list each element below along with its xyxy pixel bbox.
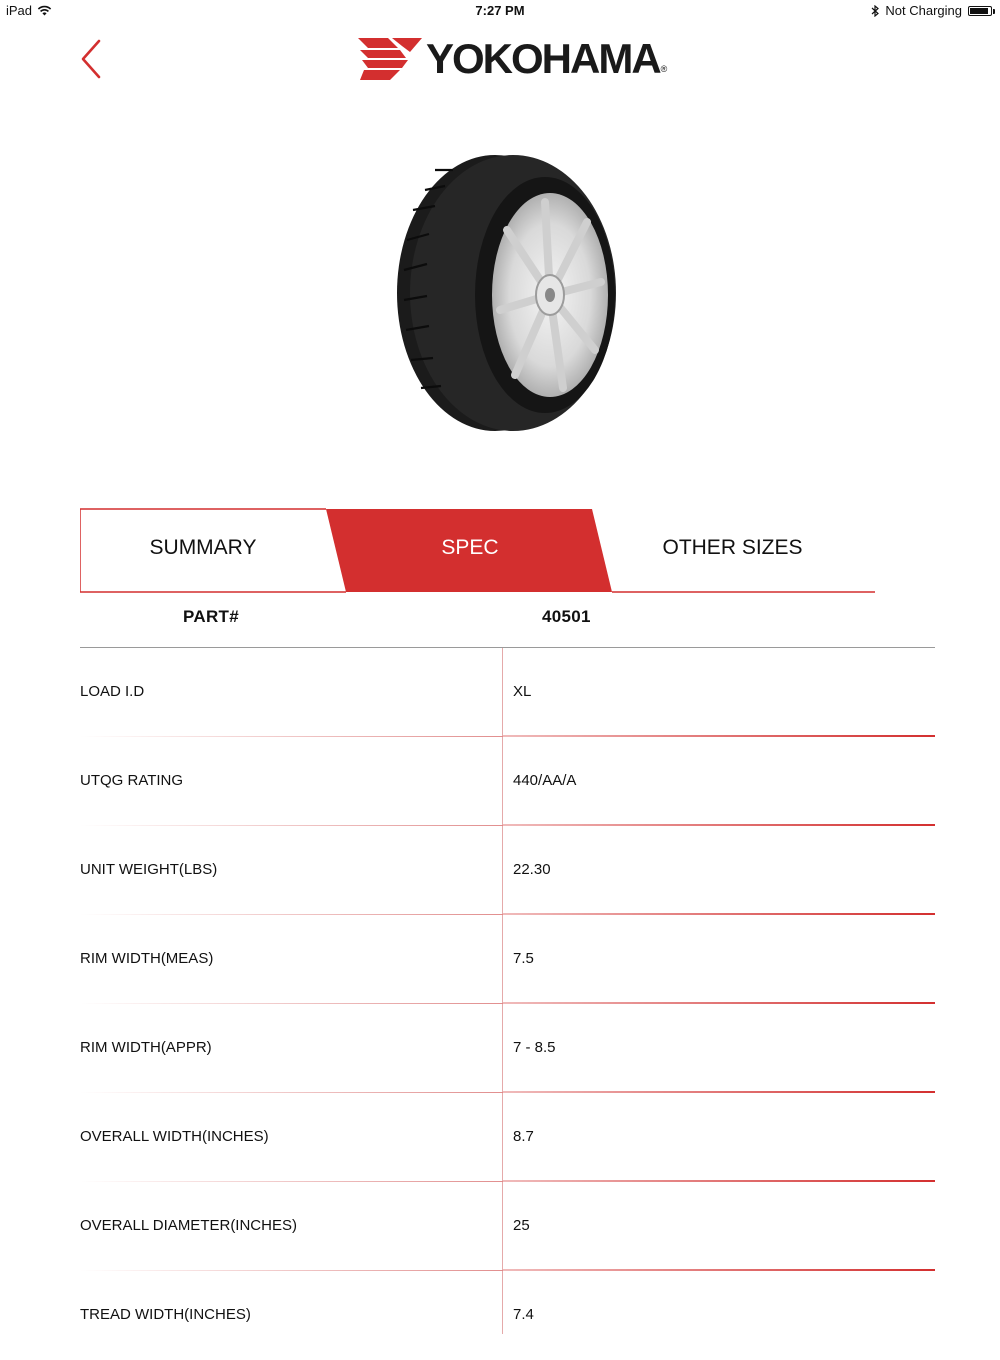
table-row <box>80 1004 935 1093</box>
yokohama-logo-icon <box>358 36 422 82</box>
spec-label: RIM WIDTH(APPR) <box>80 1039 212 1056</box>
status-time: 7:27 PM <box>475 3 525 18</box>
spec-value: 440/AA/A <box>513 772 577 789</box>
spec-value: 7.5 <box>513 950 534 967</box>
spec-value: 22.30 <box>513 861 551 878</box>
bluetooth-icon <box>871 5 879 17</box>
spec-label: UNIT WEIGHT(LBS) <box>80 861 218 878</box>
spec-value: 7 - 8.5 <box>513 1039 556 1056</box>
spec-label: OVERALL WIDTH(INCHES) <box>80 1128 269 1145</box>
spec-label: LOAD I.D <box>80 683 145 700</box>
part-number-row <box>80 593 935 648</box>
part-number-label: PART# <box>183 607 239 626</box>
brand-registered-mark: ® <box>660 64 668 74</box>
tab-bar <box>80 508 875 593</box>
tab-spec[interactable]: SPEC <box>441 536 499 559</box>
spec-value: 7.4 <box>513 1306 534 1323</box>
device-name: iPad <box>6 3 33 18</box>
chevron-left-icon <box>78 38 112 82</box>
tab-other-sizes[interactable]: OTHER SIZES <box>662 536 803 559</box>
spec-label: OVERALL DIAMETER(INCHES) <box>80 1217 297 1234</box>
spec-label: TREAD WIDTH(INCHES) <box>80 1306 251 1323</box>
table-row <box>80 737 935 826</box>
spec-value: XL <box>513 683 532 700</box>
table-row <box>80 915 935 1004</box>
spec-table <box>80 648 935 1334</box>
table-row <box>80 1093 935 1182</box>
tab-summary[interactable]: SUMMARY <box>149 536 257 559</box>
table-row <box>80 1182 935 1271</box>
table-row <box>80 826 935 915</box>
spec-value: 8.7 <box>513 1128 534 1145</box>
charging-status: Not Charging <box>885 3 962 18</box>
brand-name: YOKOHAMA <box>426 35 660 82</box>
battery-icon <box>968 6 992 16</box>
tire-image <box>395 150 625 440</box>
status-bar <box>0 0 1000 22</box>
spec-label: UTQG RATING <box>80 772 184 789</box>
table-row <box>80 1271 935 1360</box>
brand-logo <box>358 36 667 82</box>
spec-label: RIM WIDTH(MEAS) <box>80 950 214 967</box>
spec-value: 25 <box>513 1217 530 1234</box>
table-row <box>80 648 935 737</box>
back-button[interactable] <box>78 38 112 82</box>
part-number-value: 40501 <box>542 607 591 626</box>
